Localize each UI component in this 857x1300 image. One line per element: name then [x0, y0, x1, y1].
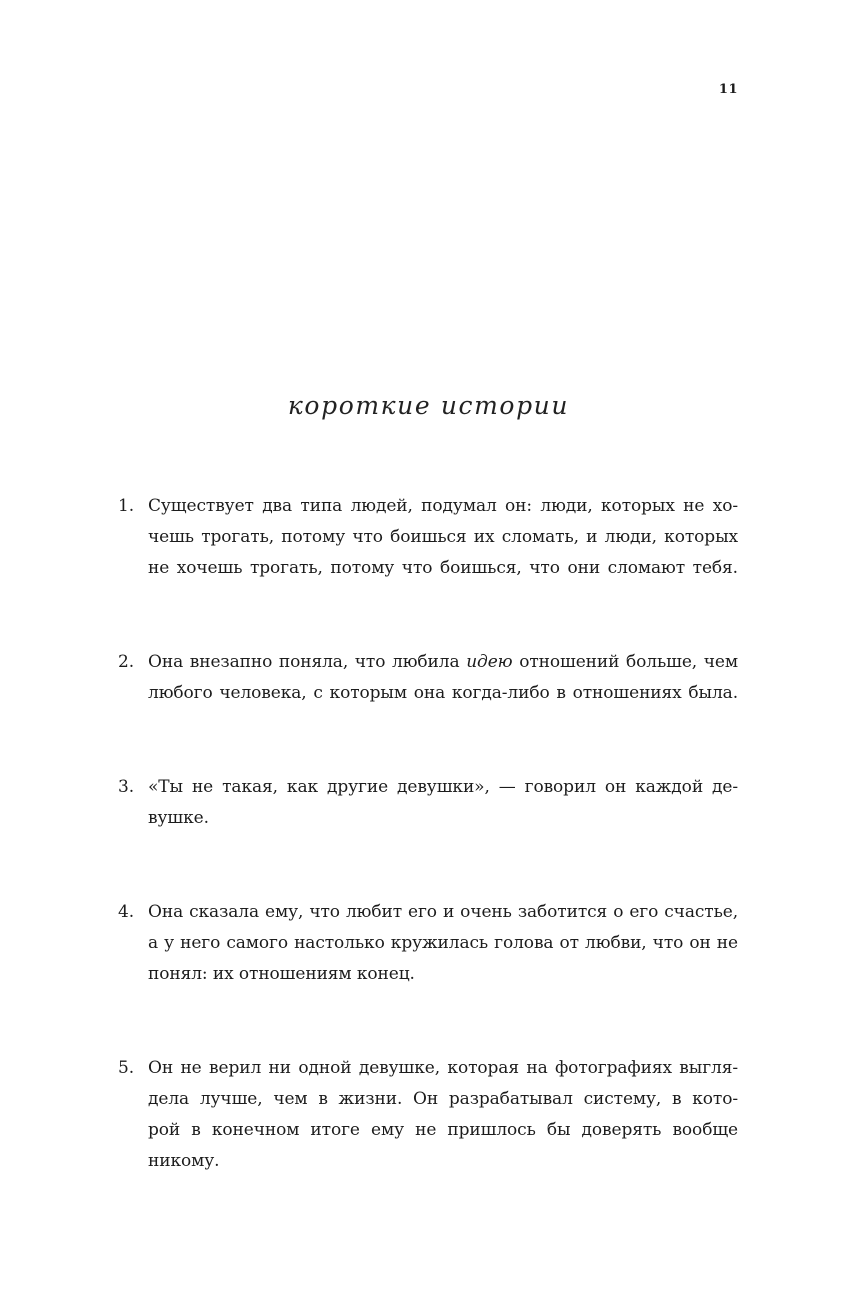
story-number: 1.	[118, 496, 135, 516]
story-line: Он не верил ни одной девушке, которая на фотографиях выгля-	[148, 1058, 738, 1078]
story-line: а у него самого настолько кружилась голова от любви, что он не	[148, 933, 738, 953]
story-line: рой в конечном итоге ему не пришлось бы доверять вообще	[148, 1120, 738, 1140]
story-text	[148, 897, 738, 990]
story-text	[148, 1053, 738, 1177]
story-text-part: Она внезапно поняла, что любила	[148, 652, 460, 672]
story-line: «Ты не такая, как другие девушки», — говорил он каждой де-	[148, 777, 738, 797]
story-line: любого человека, с которым она когда-либо в отношениях была.	[148, 683, 738, 703]
story-text	[148, 647, 738, 709]
story-number: 5.	[118, 1058, 135, 1078]
story-line: Она сказала ему, что любит его и очень заботится о его счастье,	[148, 902, 738, 922]
story-number: 4.	[118, 902, 135, 922]
story-item-2	[118, 647, 738, 709]
story-emphasis: идею	[466, 652, 513, 672]
story-text	[148, 772, 738, 834]
story-text	[148, 491, 738, 584]
page-number: 11	[718, 82, 738, 97]
story-item-4	[118, 897, 738, 990]
story-item-5	[118, 1053, 738, 1177]
story-item-3	[118, 772, 738, 834]
story-text-part: отношений больше, чем	[519, 652, 738, 672]
story-number: 3.	[118, 777, 135, 797]
story-line	[148, 647, 738, 678]
story-item-1	[118, 491, 738, 584]
chapter-title: короткие истории	[287, 391, 570, 420]
story-line: чешь трогать, потому что боишься их сломать, и люди, которых	[148, 527, 738, 547]
story-line: вушке.	[148, 808, 209, 828]
story-line: никому.	[148, 1151, 220, 1171]
story-line: дела лучше, чем в жизни. Он разрабатывал систему, в кото-	[148, 1089, 738, 1109]
story-number: 2.	[118, 652, 135, 672]
story-line: не хочешь трогать, потому что боишься, что они сломают тебя.	[148, 558, 738, 578]
story-line: Существует два типа людей, подумал он: люди, которых не хо-	[148, 496, 738, 516]
story-line: понял: их отношениям конец.	[148, 964, 415, 984]
